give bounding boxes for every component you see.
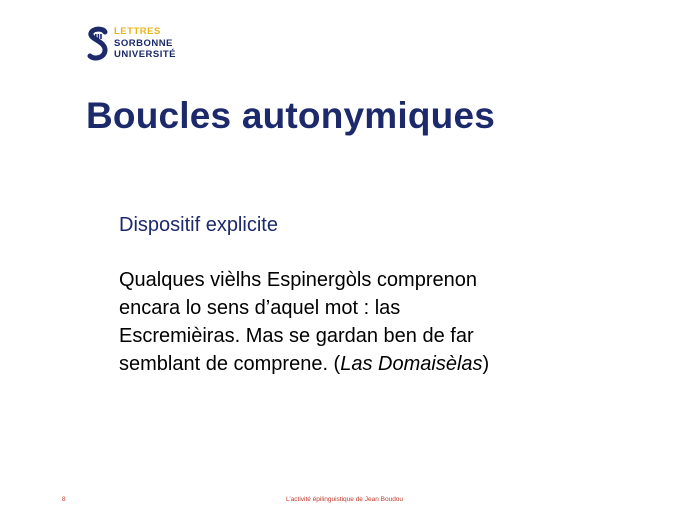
footer-title: L’activité épilinguistique de Jean Boudou [285, 496, 404, 503]
slide-title: Boucles autonymiques [86, 95, 496, 136]
sorbonne-s-column-icon [86, 25, 110, 63]
logo-line-universite: UNIVERSITÉ [114, 49, 177, 60]
paragraph-line-4 [119, 350, 589, 378]
sorbonne-logo [86, 25, 196, 65]
source-title: Las Domaisèlas [340, 353, 483, 375]
paragraph-line-2: encara lo sens d’aquel mot : las [119, 297, 401, 319]
paragraph-line-4-end: ) [482, 353, 490, 375]
paragraph-line-1: Qualques vièlhs Espinergòls comprenon [119, 269, 477, 291]
slide-subheading: Dispositif explicite [119, 214, 278, 236]
paragraph-line-4-text: semblant de comprene. ( [119, 353, 341, 375]
logo-text [114, 26, 176, 61]
paragraph-line-3: Escremièiras. Mas se gardan ben de far [119, 325, 474, 347]
quote-paragraph [119, 266, 589, 378]
logo-line-lettres: LETTRES [114, 26, 161, 37]
footer-page-number: 8 [62, 496, 66, 503]
logo-line-sorbonne: SORBONNE [114, 37, 173, 49]
